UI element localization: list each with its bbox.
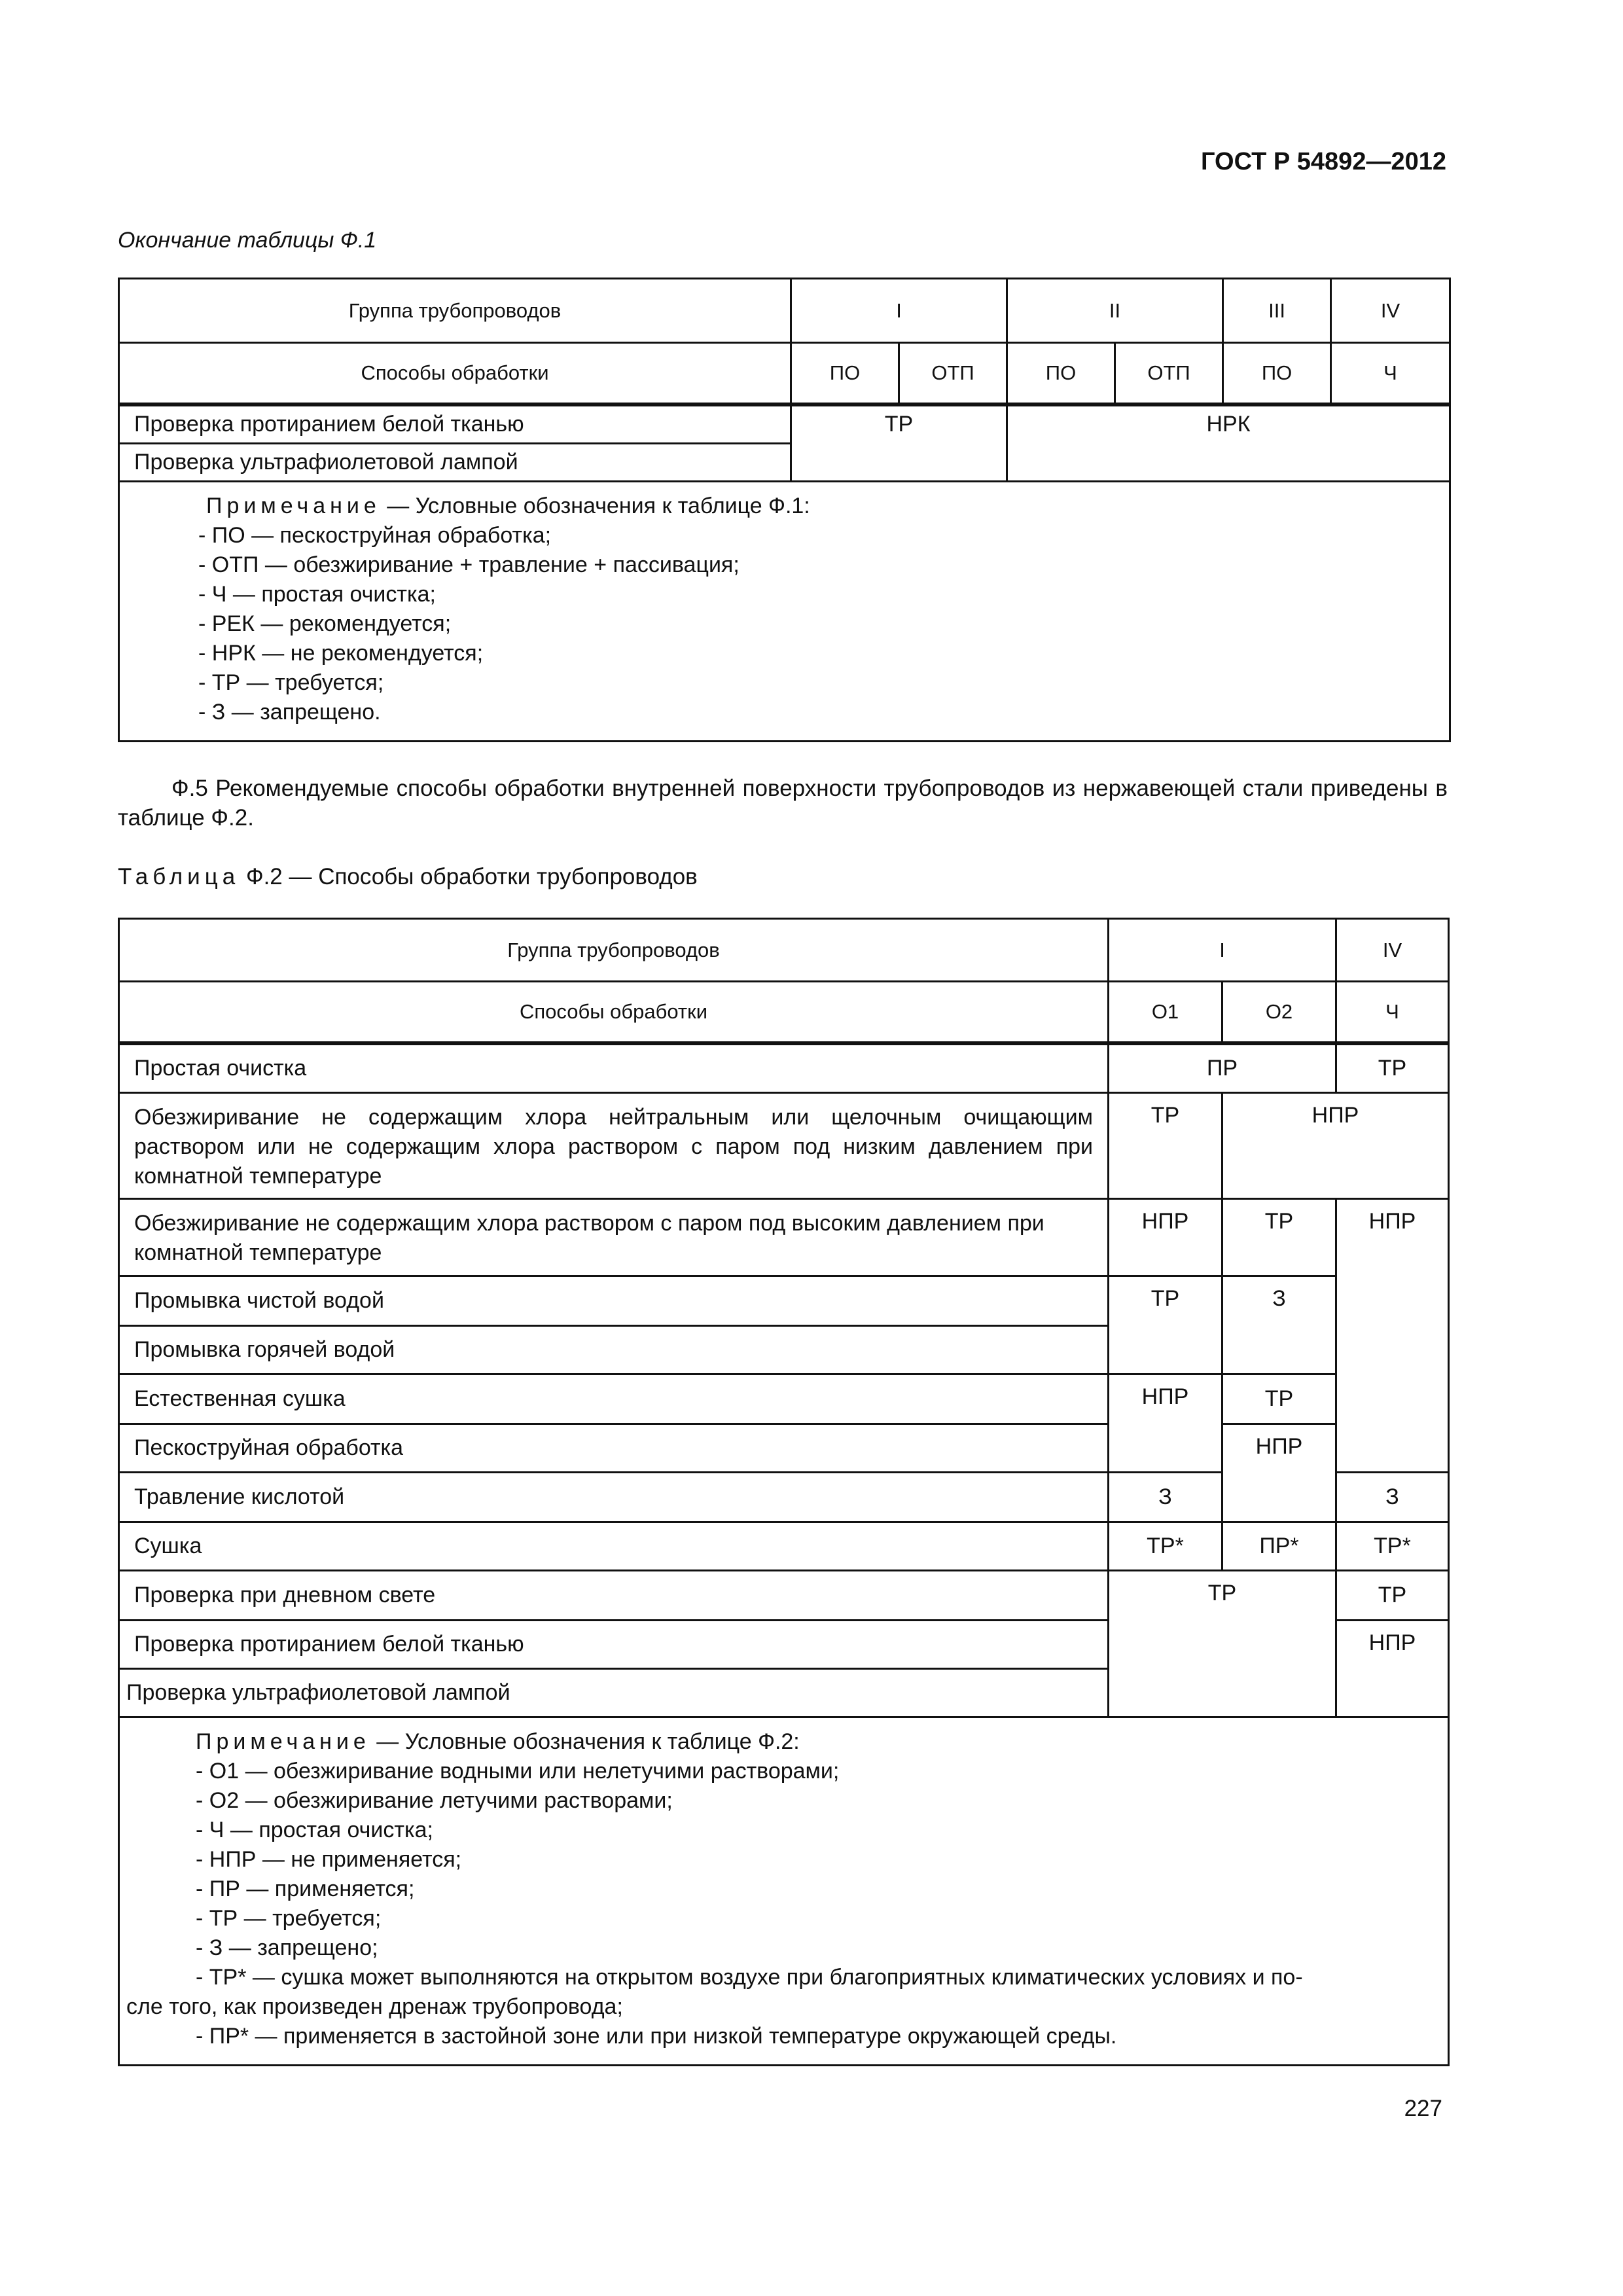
note-heading-rest: — Условные обозначения к таблице Ф.2: — [370, 1729, 800, 1754]
methods-label: Способы обработки — [119, 343, 791, 404]
row-label: Проверка протиранием белой тканью — [119, 1621, 1109, 1669]
note-item: - Ч — простая очистка; — [198, 582, 436, 607]
row-label: Проверка ультрафиолетовой лампой — [119, 1669, 1109, 1717]
value-cell: З — [1109, 1473, 1222, 1522]
note-item: - О1 — обезжиривание водными или нелетучими растворами; — [196, 1759, 840, 1784]
value-cell: ТР — [1109, 1571, 1336, 1717]
note-item: - ОТП — обезжиривание + травление + пассивация; — [198, 552, 740, 577]
value-cell: ТР — [1222, 1374, 1336, 1424]
note-item: - ПО — пескоструйная обработка; — [198, 523, 552, 548]
group-ii: II — [1007, 279, 1223, 343]
note-item: - ПР — применяется; — [196, 1876, 415, 1901]
value-cell: ТР — [1336, 1571, 1449, 1621]
row-label: Промывка чистой водой — [119, 1276, 1109, 1326]
note-item-continuation: сле того, как произведен дренаж трубопровода; — [126, 1994, 623, 2019]
value-cell: ПР* — [1222, 1522, 1336, 1571]
value-cell: З — [1336, 1473, 1449, 1522]
group-label: Группа трубопроводов — [119, 919, 1109, 982]
method-cell: ПО — [1007, 343, 1115, 404]
row-label: Обезжиривание не содержащим хлора нейтральным или щелочным очищающим раствором или не содержащим хлора раствором с паром под низким давлением при комнатной температуре — [119, 1093, 1109, 1199]
value-cell: НПР — [1109, 1199, 1222, 1276]
note-item: - З — запрещено. — [198, 700, 381, 725]
group-iii: III — [1223, 279, 1331, 343]
table1 — [118, 278, 1451, 742]
value-cell: ТР — [1109, 1276, 1222, 1374]
table1-note — [119, 482, 1450, 742]
table2-caption — [118, 864, 698, 890]
row-label: Естественная сушка — [119, 1374, 1109, 1424]
row-label: Простая очистка — [119, 1043, 1109, 1093]
row-label: Пескоструйная обработка — [119, 1424, 1109, 1473]
row-label: Проверка ультрафиолетовой лампой — [119, 444, 791, 482]
note-item: - ТР* — сушка может выполняются на открытом воздухе при благоприятных климатических условиях и по- — [196, 1965, 1303, 1990]
method-cell: О2 — [1222, 982, 1336, 1043]
value-cell: НРК — [1007, 404, 1450, 482]
method-cell: ОТП — [899, 343, 1007, 404]
note-item: - ТР — требуется; — [196, 1906, 382, 1931]
value-cell: ТР — [1109, 1093, 1222, 1199]
note-heading-rest: — Условные обозначения к таблице Ф.1: — [380, 493, 810, 518]
page-number: 227 — [1404, 2096, 1442, 2121]
group-i: I — [1109, 919, 1336, 982]
value-cell: ТР — [1222, 1199, 1336, 1276]
note-item: - НПР — не применяется; — [196, 1847, 462, 1872]
row-label: Проверка при дневном свете — [119, 1571, 1109, 1621]
value-cell: ТР* — [1336, 1522, 1449, 1571]
paragraph-f5: Ф.5 Рекомендуемые способы обработки внутренней поверхности трубопроводов из нержавеющей стали приведены в таблице Ф.2. — [118, 776, 1448, 831]
table2-caption-rest: Ф.2 — Способы обработки трубопроводов — [240, 864, 698, 889]
row-label: Сушка — [119, 1522, 1109, 1571]
note-item: - ПР* — применяется в застойной зоне или при низкой температуре окружающей среды. — [196, 2024, 1117, 2049]
value-cell: ПР — [1109, 1043, 1336, 1093]
value-cell: НПР — [1336, 1199, 1449, 1473]
document-header: ГОСТ Р 54892—2012 — [1201, 148, 1446, 175]
table2-caption-label: Таблица — [118, 864, 240, 889]
method-cell: ОТП — [1115, 343, 1223, 404]
table1-caption: Окончание таблицы Ф.1 — [118, 228, 377, 253]
value-cell: ТР* — [1109, 1522, 1222, 1571]
method-cell: Ч — [1336, 982, 1449, 1043]
row-label: Травление кислотой — [119, 1473, 1109, 1522]
value-cell: ТР — [791, 404, 1007, 482]
table2-note — [119, 1717, 1449, 2066]
row-label: Проверка протиранием белой тканью — [119, 404, 791, 444]
group-label: Группа трубопроводов — [119, 279, 791, 343]
note-item: - О2 — обезжиривание летучими растворами; — [196, 1788, 673, 1813]
note-item: - ТР — требуется; — [198, 670, 384, 695]
value-cell: НПР — [1222, 1093, 1449, 1199]
methods-label: Способы обработки — [119, 982, 1109, 1043]
group-i: I — [791, 279, 1007, 343]
value-cell: З — [1222, 1276, 1336, 1374]
value-cell: НПР — [1336, 1621, 1449, 1717]
group-iv: IV — [1336, 919, 1449, 982]
table2 — [118, 918, 1450, 2066]
value-cell: НПР — [1222, 1424, 1336, 1522]
method-cell: ПО — [791, 343, 899, 404]
note-item: - НРК — не рекомендуется; — [198, 641, 484, 666]
note-heading: Примечание — [206, 493, 381, 518]
note-heading: Примечание — [196, 1729, 370, 1754]
value-cell: ТР — [1336, 1043, 1449, 1093]
group-iv: IV — [1331, 279, 1450, 343]
method-cell: ПО — [1223, 343, 1331, 404]
method-cell: О1 — [1109, 982, 1222, 1043]
note-item: - Ч — простая очистка; — [196, 1818, 433, 1842]
value-cell: НПР — [1109, 1374, 1222, 1473]
row-label: Обезжиривание не содержащим хлора раствором с паром под высоким давлением при комнатной температуре — [119, 1199, 1109, 1276]
note-item: - РЕК — рекомендуется; — [198, 611, 452, 636]
row-label: Промывка горячей водой — [119, 1326, 1109, 1374]
note-item: - З — запрещено; — [196, 1935, 378, 1960]
method-cell: Ч — [1331, 343, 1450, 404]
